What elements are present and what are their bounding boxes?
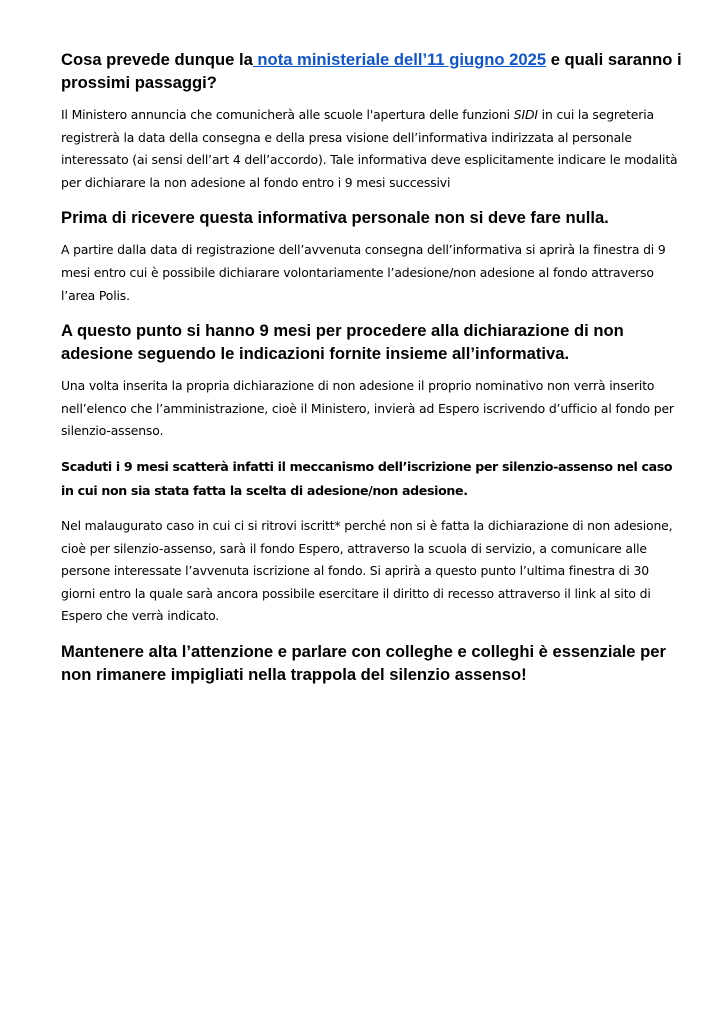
document-page bbox=[61, 48, 683, 686]
heading-9-mesi: A questo punto si hanno 9 mesi per procedere alla dichiarazione di non adesione seguendo le indicazioni fornite insieme all’informativa. bbox=[61, 321, 624, 364]
heading-prefix: Cosa prevede dunque la bbox=[61, 50, 253, 69]
paragraph-dichiarazione: Una volta inserita la propria dichiarazione di non adesione il proprio nominativo non verrà inserito nell’elenco che l’amministrazione, cioè il Ministero, invierà ad Espero iscrivendo d’ufficio al fondo per silenzio-assenso. bbox=[61, 378, 674, 439]
paragraph-ministero-before: Il Ministero annuncia che comunicherà alle scuole l'apertura delle funzioni bbox=[61, 107, 514, 122]
paragraph-ministero bbox=[61, 104, 683, 194]
nota-ministeriale-link[interactable]: nota ministeriale dell’11 giugno 2025 bbox=[252, 50, 547, 69]
heading-mantenere-attenzione: Mantenere alta l’attenzione e parlare con colleghe e colleghi è essenziale per non rimanere impigliati nella trappola del silenzio assenso! bbox=[61, 641, 666, 684]
paragraph-ministero-after: in cui la segreteria registrerà la data della consegna e della presa visione dell’informativa indirizzata al personale interessato (ai sensi dell’art 4 dell’accordo). Tale informativa deve esplicitamente indicare le modalità per dichiarare la non adesione al fondo entro i 9 mesi successivi bbox=[61, 107, 678, 190]
paragraph-finestra-9-mesi: A partire dalla data di registrazione dell’avvenuta consegna dell’informativa si aprirà la finestra di 9 mesi entro cui è possibile dichiarare volontariamente l’adesione/non adesione al fondo attraverso l’area Polis. bbox=[61, 242, 666, 303]
paragraph-malaugurato-caso: Nel malaugurato caso in cui ci si ritrovi iscritt* perché non si è fatta la dichiarazione di non adesione, cioè per silenzio-assenso, sarà il fondo Espero, attraverso la scuola di servizio, a comunicare alle persone interessate l’avvenuta iscrizione al fondo. Si aprirà a questo punto l’ultima finestra di 30 giorni entro la quale sarà ancora possibile esercitare il diritto di recesso attraverso il link al sito di Espero che verrà indicato. bbox=[61, 517, 673, 624]
heading-suffix: e quali saranno i prossimi passaggi? bbox=[61, 50, 682, 92]
heading-prima-di-ricevere: Prima di ricevere questa informativa personale non si deve fare nulla. bbox=[61, 208, 609, 228]
sidi-italic: SIDI bbox=[513, 107, 538, 122]
bold-paragraph-scaduti: Scaduti i 9 mesi scatterà infatti il meccanismo dell’iscrizione per silenzio-assenso nel caso in cui non sia stata fatta la scelta di adesione/non adesione. bbox=[61, 458, 673, 498]
heading-nota-ministeriale bbox=[61, 48, 683, 94]
